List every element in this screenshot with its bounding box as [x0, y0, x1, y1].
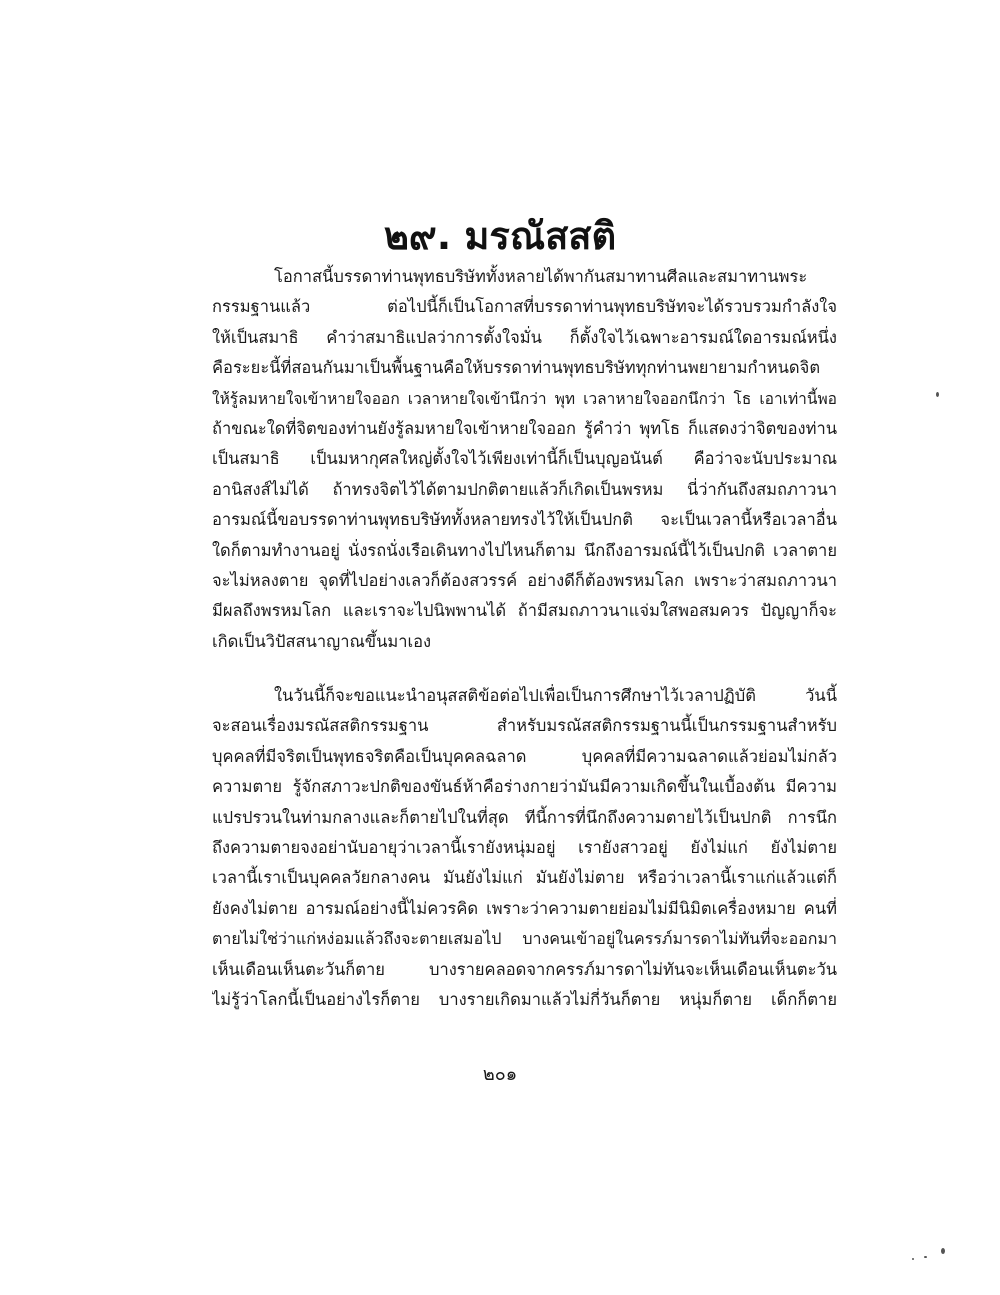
text-line: บุคคลที่มีจริตเป็นพุทธจริตคือเป็นบุคคลฉลาด บุคคลที่มีความฉลาดแล้วย่อมไม่กลัว: [212, 746, 837, 766]
paragraph-2: [212, 681, 837, 1015]
text-line: มีผลถึงพรหมโลก และเราจะไปนิพพานได้ ถ้ามีสมถภาวนาแจ่มใสพอสมควร ปัญญาก็จะ: [212, 601, 837, 621]
text-line: จะสอนเรื่องมรณัสสติกรรมฐาน สำหรับมรณัสสติกรรมฐานนี้เป็นกรรมฐานสำหรับ: [212, 716, 837, 736]
text-line: ความตาย รู้จักสภาวะปกติของขันธ์ห้าคือร่างกายว่ามันมีความเกิดขึ้นในเบื้องต้น มีความ: [212, 777, 837, 797]
text-line: เห็นเดือนเห็นตะวันก็ตาย บางรายคลอดจากครรภ์มารดาไม่ทันจะเห็นเดือนเห็นตะวัน: [212, 959, 837, 979]
text-line: ให้เป็นสมาธิ คำว่าสมาธิแปลว่าการตั้งใจมั่น ก็ตั้งใจไว้เฉพาะอารมณ์ใดอารมณ์หนึ่ง: [212, 327, 837, 347]
text-line: จะไม่หลงตาย จุดที่ไปอย่างเลวก็ต้องสวรรค์ อย่างดีก็ต้องพรหมโลก เพราะว่าสมถภาวนา: [212, 570, 837, 590]
scan-speck: [941, 1248, 945, 1254]
chapter-title: ๒๙. มรณัสสติ: [383, 214, 617, 258]
paragraph-1: [212, 262, 837, 657]
paragraph-spacer: [212, 657, 837, 681]
scan-speck: [924, 1256, 927, 1258]
text-line: ตายไม่ใช่ว่าแก่หง่อมแล้วถึงจะตายเสมอไป บางคนเข้าอยู่ในครรภ์มารดาไม่ทันที่จะออกมา: [212, 929, 837, 949]
text-line: ไม่รู้ว่าโลกนี้เป็นอย่างไรก็ตาย บางรายเกิดมาแล้วไม่กี่วันก็ตาย หนุ่มก็ตาย เด็กก็ตาย: [212, 989, 837, 1009]
text-line: อานิสงส์ไม่ได้ ถ้าทรงจิตไว้ได้ตามปกติตายแล้วก็เกิดเป็นพรหม นี่ว่ากันถึงสมถภาวนา: [212, 479, 837, 499]
text-line: ยังคงไม่ตาย อารมณ์อย่างนี้ไม่ควรคิด เพราะว่าความตายย่อมไม่มีนิมิตเครื่องหมาย คนที่: [212, 898, 837, 918]
text-line: เป็นสมาธิ เป็นมหากุศลใหญ่ตั้งใจไว้เพียงเท่านี้ก็เป็นบุญอนันต์ คือว่าจะนับประมาณ: [212, 449, 837, 469]
text-line: ใดก็ตามทำงานอยู่ นั่งรถนั่งเรือเดินทางไปไหนก็ตาม นึกถึงอารมณ์นี้ไว้เป็นปกติ เวลาตาย: [212, 540, 837, 560]
text-line: กรรมฐานแล้ว ต่อไปนี้ก็เป็นโอกาสที่บรรดาท่านพุทธบริษัทจะได้รวบรวมกำลังใจ: [212, 297, 837, 317]
text-line: ให้รู้ลมหายใจเข้าหายใจออก เวลาหายใจเข้านึกว่า พุท เวลาหายใจออกนึกว่า โธ เอาเท่านี้พอ: [212, 389, 837, 408]
text-line: ถึงความตายจงอย่านับอายุว่าเวลานี้เรายังหนุ่มอยู่ เรายังสาวอยู่ ยังไม่แก่ ยังไม่ตาย: [212, 838, 837, 858]
text-line: แปรปรวนในท่ามกลางและก็ตายไปในที่สุด ทีนี้การที่นึกถึงความตายไว้เป็นปกติ การนึก: [212, 807, 837, 827]
text-line: อารมณ์นี้ขอบรรดาท่านพุทธบริษัททั้งหลายทรงไว้ให้เป็นปกติ จะเป็นเวลานี้หรือเวลาอื่น: [212, 510, 837, 530]
text-line: ในวันนี้ก็จะขอแนะนำอนุสสติข้อต่อไปเพื่อเป็นการศึกษาไว้เวลาปฏิบัติ วันนี้: [274, 686, 837, 706]
text-line: ถ้าขณะใดที่จิตของท่านยังรู้ลมหายใจเข้าหายใจออก รู้คำว่า พุทโธ ก็แสดงว่าจิตของท่าน: [212, 418, 837, 438]
text-line: เวลานี้เราเป็นบุคคลวัยกลางคน มันยังไม่แก่ มันยังไม่ตาย หรือว่าเวลานี้เราแก่แล้วแต่ก็: [212, 868, 837, 888]
scan-speck: [936, 392, 939, 397]
scan-speck: [912, 1258, 914, 1260]
text-line: คือระยะนี้ที่สอนกันมาเป็นพื้นฐานคือให้บรรดาท่านพุทธบริษัททุกท่านพยายามกำหนดจิต: [212, 358, 821, 378]
text-line: เกิดเป็นวิปัสสนาญาณขึ้นมาเอง: [212, 631, 432, 651]
page-number: ๒๐๑: [482, 1064, 518, 1085]
text-line: โอกาสนี้บรรดาท่านพุทธบริษัททั้งหลายได้พากันสมาทานศีลและสมาทานพระ: [274, 267, 808, 286]
body-text: [212, 262, 837, 1015]
